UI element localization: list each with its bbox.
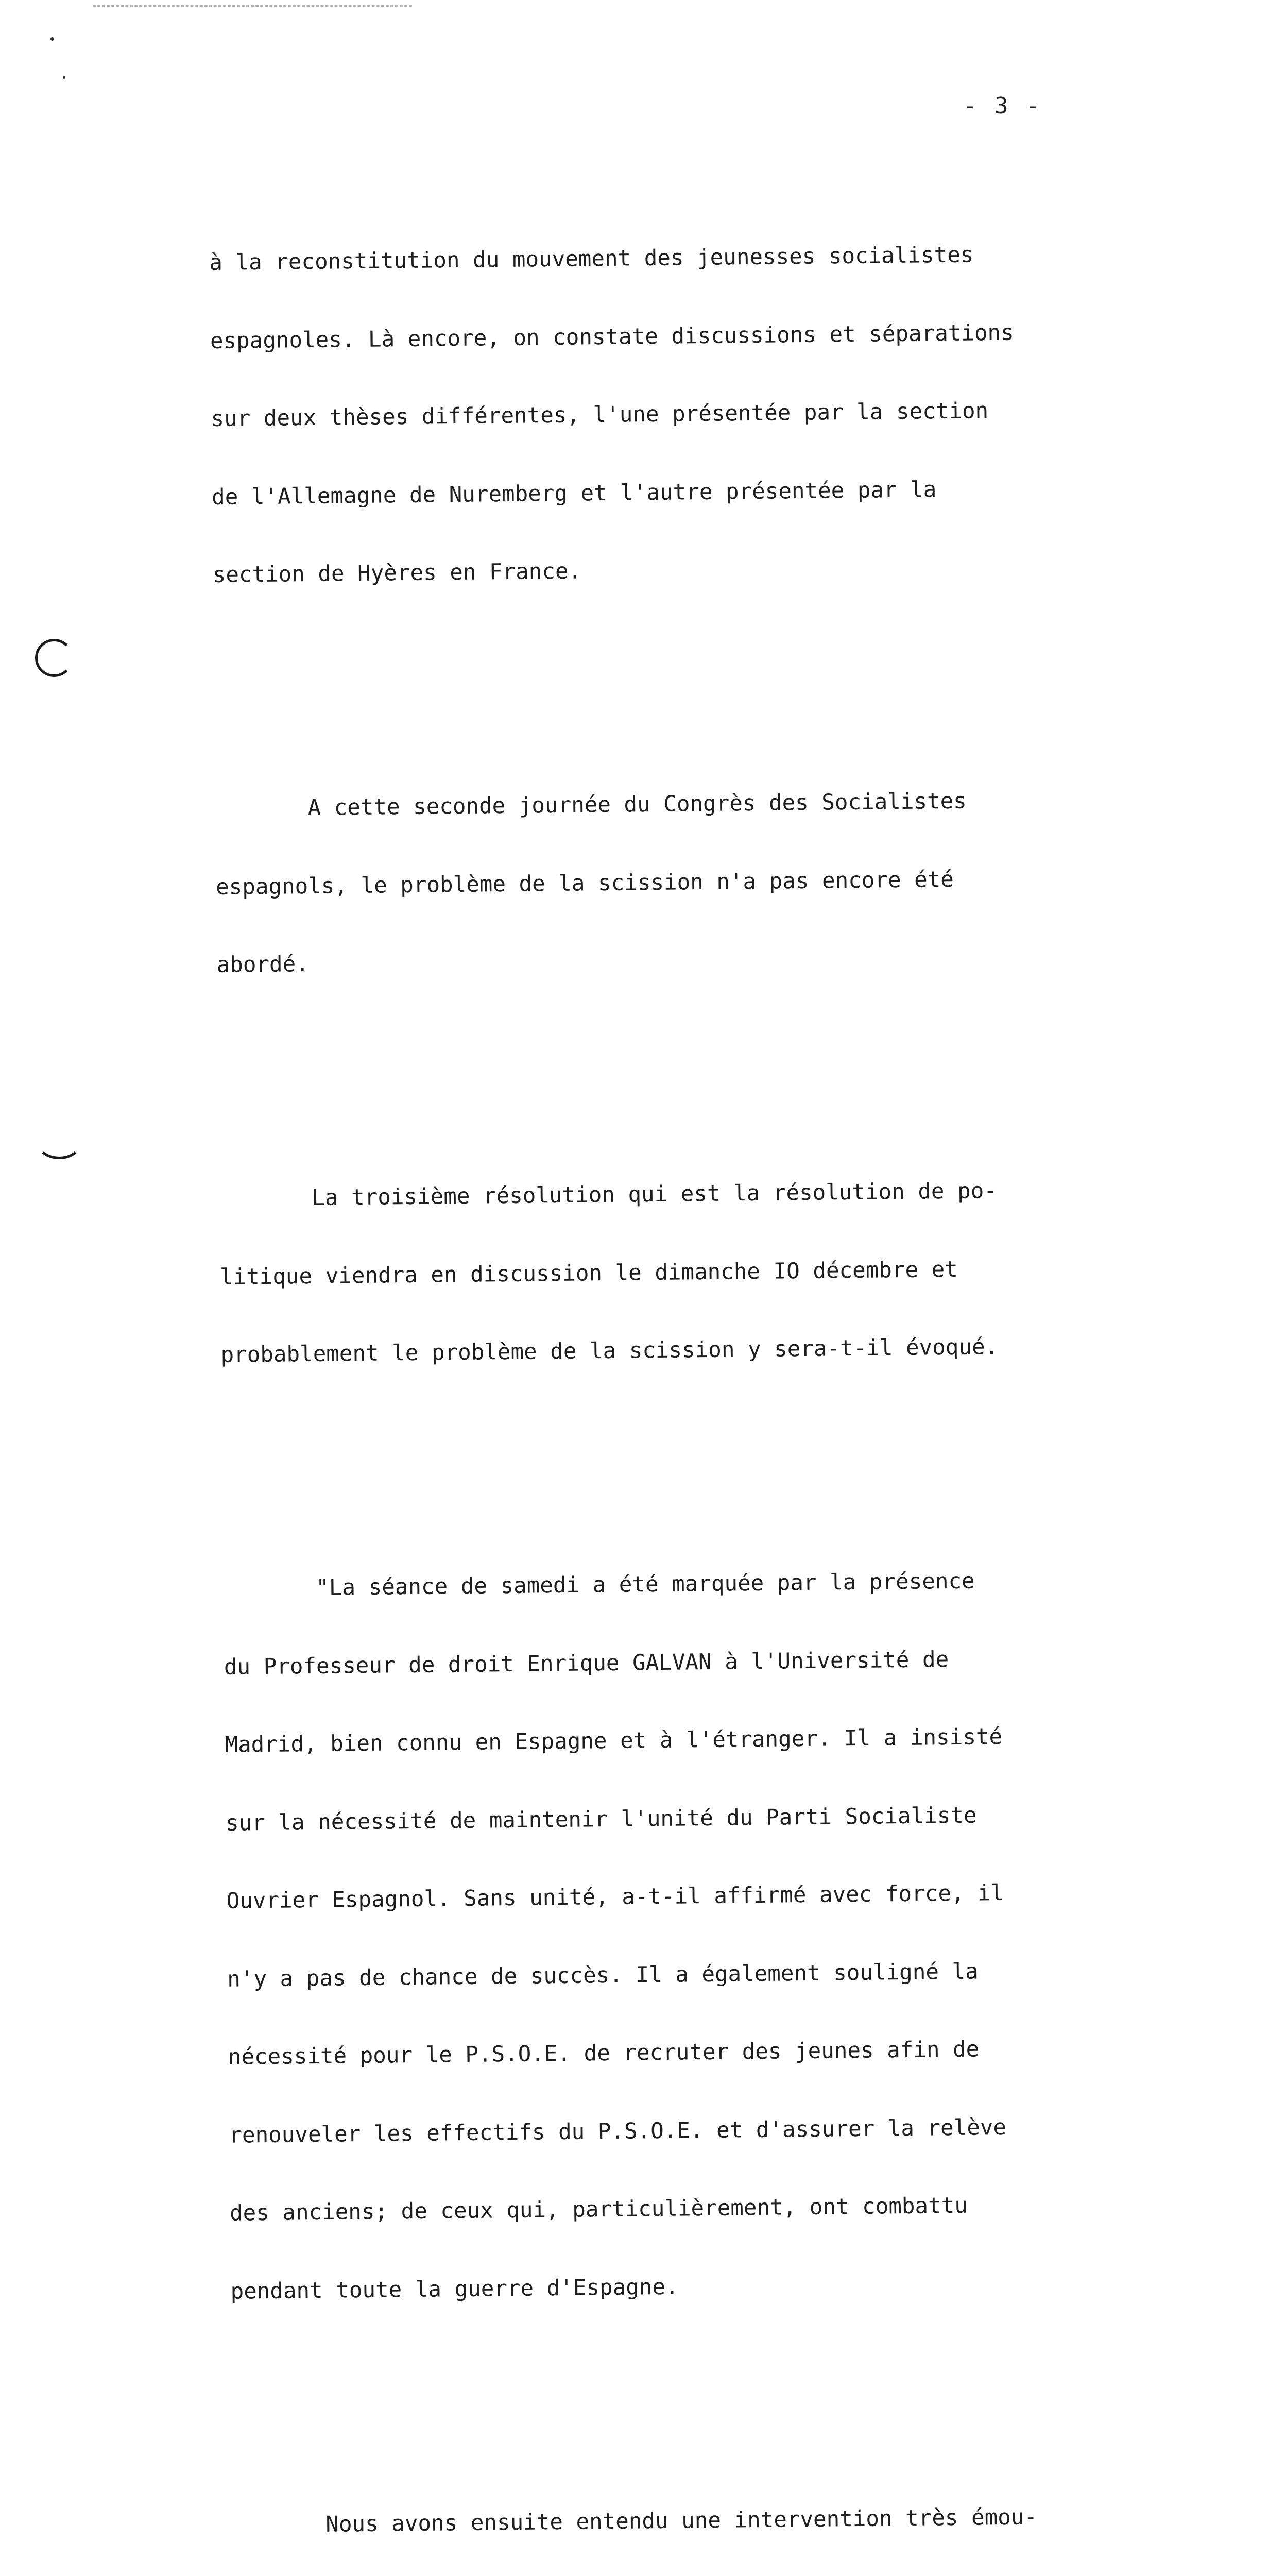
- text-line: Nous avons ensuite entendu une intervention très émou-: [325, 2504, 1038, 2537]
- text-line: "La séance de samedi a été marquée par la présence: [316, 1568, 975, 1601]
- text-line: n'y a pas de chance de succès. Il a également souligné la: [227, 1959, 979, 1992]
- text-line: de l'Allemagne de Nuremberg et l'autre présentée par la: [211, 477, 937, 510]
- paragraph-5: [232, 2451, 1208, 2576]
- paragraph-1: [209, 188, 1181, 640]
- margin-bracket-mark: [36, 1123, 82, 1159]
- text-line: sur la nécessité de maintenir l'unité du Parti Socialiste: [225, 1803, 977, 1836]
- text-line: section de Hyères en France.: [212, 558, 582, 588]
- text-line: abordé.: [216, 952, 310, 978]
- scan-speck: [63, 76, 65, 79]
- text-line: La troisième résolution qui est la résolution de po-: [312, 1178, 998, 1211]
- text-line: Ouvrier Espagnol. Sans unité, a-t-il affirmé avec force, il: [226, 1880, 1004, 1914]
- text-line: A cette seconde journée du Congrès des Socialistes: [307, 788, 967, 821]
- document-body: [208, 136, 1234, 2576]
- text-line: des anciens; de ceux qui, particulièrement, ont combattu: [229, 2193, 968, 2226]
- text-line: à la reconstitution du mouvement des jeunesses socialistes: [209, 242, 974, 276]
- text-line: pendant toute la guerre d'Espagne.: [230, 2274, 679, 2304]
- paragraph-3: [218, 1124, 1190, 1420]
- text-line: sur deux thèses différentes, l'une présentée par la section: [211, 398, 989, 432]
- margin-bracket-mark: [35, 639, 73, 677]
- text-line: nécessité pour le P.S.O.E. de recruter des jeunes afin de: [228, 2037, 980, 2070]
- scan-artifact-line: [93, 5, 412, 7]
- paragraph-2: [214, 734, 1186, 1030]
- text-line: espagnols, le problème de la scission n'a pas encore été: [215, 867, 954, 900]
- text-line: probablement le problème de la scission y sera-t-il évoqué.: [220, 1334, 999, 1368]
- text-line: du Professeur de droit Enrique GALVAN à l'Université de: [224, 1647, 949, 1680]
- paragraph-4: [222, 1514, 1199, 2357]
- text-line: espagnoles. Là encore, on constate discussions et séparations: [210, 320, 1014, 354]
- scan-speck: [50, 37, 54, 41]
- page-number: - 3 -: [963, 93, 1042, 119]
- text-line: litique viendra en discussion le dimanche IO décembre et: [219, 1257, 958, 1290]
- text-line: Madrid, bien connu en Espagne et à l'étranger. Il a insisté: [225, 1724, 1003, 1758]
- text-line: renouveler les effectifs du P.S.O.E. et d'assurer la relève: [229, 2114, 1007, 2148]
